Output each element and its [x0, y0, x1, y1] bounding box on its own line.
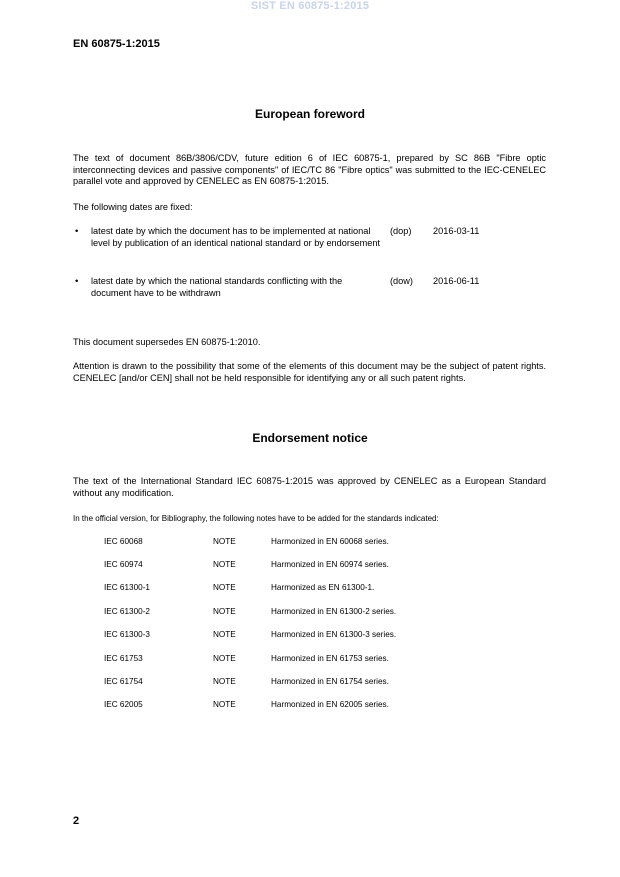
table-row [0, 606, 620, 618]
dates-intro: The following dates are fixed: [73, 202, 193, 212]
table-row [0, 699, 620, 711]
note-text: Harmonized in EN 60974 series. [271, 560, 389, 569]
note-label: NOTE [213, 537, 236, 546]
notes-intro: In the official version, for Bibliography, the following notes have to be added for the standards indicated: [73, 514, 439, 523]
note-label: NOTE [213, 677, 236, 686]
bullet-icon: • [75, 226, 79, 237]
supersedes-note: This document supersedes EN 60875-1:2010. [73, 337, 261, 347]
patent-notice: Attention is drawn to the possibility that some of the elements of this document may be the subject of patent rights. CENELEC [and/or CEN] shall not be held responsible for identifying any or all such patent rights. [73, 361, 546, 383]
note-text: Harmonized in EN 62005 series. [271, 700, 389, 709]
date-item-code: (dop) [390, 226, 412, 236]
foreword-title: European foreword [254, 107, 365, 121]
table-row [0, 629, 620, 641]
date-item-date: 2016-03-11 [433, 226, 480, 236]
table-row [0, 676, 620, 688]
note-label: NOTE [213, 630, 236, 639]
note-label: NOTE [213, 607, 236, 616]
note-text: Harmonized as EN 61300-1. [271, 583, 375, 592]
watermark: SIST EN 60875-1:2015 [250, 0, 370, 12]
table-row [0, 582, 620, 594]
table-row [0, 653, 620, 665]
date-item-date: 2016-06-11 [433, 276, 480, 286]
bullet-icon: • [75, 276, 79, 287]
table-row [0, 559, 620, 571]
standard-id: IEC 61300-2 [104, 607, 150, 616]
standard-id: IEC 61754 [104, 677, 143, 686]
table-row [0, 536, 620, 548]
note-label: NOTE [213, 654, 236, 663]
standard-id: IEC 62005 [104, 700, 143, 709]
date-item-code: (dow) [390, 276, 413, 286]
note-text: Harmonized in EN 61754 series. [271, 677, 389, 686]
foreword-intro: The text of document 86B/3806/CDV, future edition 6 of IEC 60875-1, prepared by SC 86B "Fibre optic interconnecting devices and passive components" of IEC/TC 86 "Fibre optics" was submitted to the IEC-CENELEC parallel vote and approved by CENELEC as EN 60875-1:2015. [73, 153, 546, 186]
note-label: NOTE [213, 560, 236, 569]
note-label: NOTE [213, 700, 236, 709]
date-item-text: latest date by which the national standards conflicting with the document have to be withdrawn [91, 276, 343, 298]
page-number: 2 [73, 815, 80, 827]
note-text: Harmonized in EN 61753 series. [271, 654, 389, 663]
note-text: Harmonized in EN 60068 series. [271, 537, 389, 546]
standard-id: IEC 60068 [104, 537, 143, 546]
standard-id: IEC 61300-1 [104, 583, 150, 592]
standard-id: IEC 61300-3 [104, 630, 150, 639]
note-label: NOTE [213, 583, 236, 592]
note-text: Harmonized in EN 61300-2 series. [271, 607, 397, 616]
date-item-text: latest date by which the document has to be implemented at national level by publication of an identical national standard or by endorsement [91, 226, 381, 248]
standard-id: IEC 61753 [104, 654, 143, 663]
standard-id: IEC 60974 [104, 560, 143, 569]
endorsement-title: Endorsement notice [252, 431, 368, 445]
note-text: Harmonized in EN 61300-3 series. [271, 630, 397, 639]
endorsement-intro: The text of the International Standard IEC 60875-1:2015 was approved by CENELEC as a European Standard without any modification. [73, 476, 546, 498]
document-id: EN 60875-1:2015 [73, 38, 160, 50]
